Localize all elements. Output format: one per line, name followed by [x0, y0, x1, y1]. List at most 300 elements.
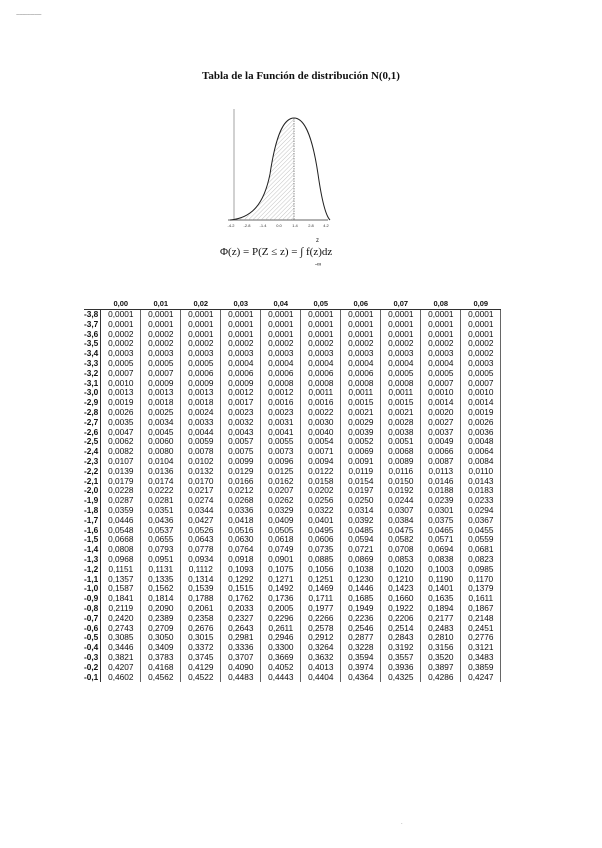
table-cell: 0,0129	[221, 467, 261, 477]
table-cell: 0,0031	[261, 418, 301, 428]
table-cell: 0,0516	[221, 526, 261, 536]
table-cell: 0,0301	[421, 506, 461, 516]
table-cell: 0,2810	[421, 633, 461, 643]
table-cell: 0,2236	[341, 614, 381, 624]
table-cell: 0,0392	[341, 516, 381, 526]
table-cell: 0,0028	[381, 418, 421, 428]
row-z-label: -3,7	[84, 320, 101, 330]
table-cell: 0,0475	[381, 526, 421, 536]
column-header: 0,04	[261, 298, 301, 310]
table-cell: 0,0132	[181, 467, 221, 477]
table-cell: 0,2005	[261, 604, 301, 614]
row-z-label: -0,7	[84, 614, 101, 624]
table-cell: 0,0009	[141, 379, 181, 389]
table-cell: 0,2296	[261, 614, 301, 624]
table-cell: 0,0021	[341, 408, 381, 418]
table-cell: 0,0401	[301, 516, 341, 526]
table-cell: 0,0869	[341, 555, 381, 565]
table-cell: 0,0003	[141, 349, 181, 359]
table-cell: 0,0001	[301, 310, 341, 320]
table-cell: 0,0838	[421, 555, 461, 565]
table-cell: 0,0003	[421, 349, 461, 359]
table-cell: 0,0001	[181, 330, 221, 340]
table-cell: 0,0001	[461, 310, 501, 320]
table-cell: 0,4522	[181, 672, 221, 682]
table-cell: 0,0001	[381, 320, 421, 330]
table-cell: 0,0064	[461, 447, 501, 457]
table-cell: 0,0073	[261, 447, 301, 457]
table-cell: 0,0003	[461, 359, 501, 369]
table-cell: 0,0019	[461, 408, 501, 418]
table-cell: 0,3594	[341, 653, 381, 663]
table-cell: 0,0027	[421, 418, 461, 428]
table-cell: 0,1314	[181, 575, 221, 585]
table-cell: 0,0104	[141, 457, 181, 467]
row-z-label: -3,6	[84, 330, 101, 340]
table-cell: 0,0008	[341, 379, 381, 389]
table-cell: 0,0002	[101, 330, 141, 340]
table-cell: 0,2981	[221, 633, 261, 643]
cdf-formula	[220, 240, 380, 274]
column-header: 0,06	[341, 298, 381, 310]
table-cell: 0,0089	[381, 457, 421, 467]
table-cell: 0,0681	[461, 545, 501, 555]
table-cell: 0,0026	[101, 408, 141, 418]
row-z-label: -3,0	[84, 388, 101, 398]
table-cell: 0,0409	[261, 516, 301, 526]
table-cell: 0,1038	[341, 565, 381, 575]
table-cell: 0,1357	[101, 575, 141, 585]
table-cell: 0,0043	[221, 428, 261, 438]
table-cell: 0,4562	[141, 672, 181, 682]
table-cell: 0,0102	[181, 457, 221, 467]
table-cell: 0,0885	[301, 555, 341, 565]
table-cell: 0,2266	[301, 614, 341, 624]
row-z-label: -1,5	[84, 535, 101, 545]
table-cell: 0,4602	[101, 672, 141, 682]
table-cell: 0,0001	[301, 320, 341, 330]
table-cell: 0,0002	[341, 339, 381, 349]
table-cell: 0,2843	[381, 633, 421, 643]
table-cell: 0,3192	[381, 643, 421, 653]
table-cell: 0,0001	[341, 320, 381, 330]
table-cell: 0,3483	[461, 653, 501, 663]
table-cell: 0,0336	[221, 506, 261, 516]
table-cell: 0,0559	[461, 535, 501, 545]
table-cell: 0,0094	[301, 457, 341, 467]
table-cell: 0,4013	[301, 663, 341, 673]
table-cell: 0,0010	[421, 388, 461, 398]
table-cell: 0,0107	[101, 457, 141, 467]
table-cell: 0,0013	[101, 388, 141, 398]
row-z-label: -1,7	[84, 516, 101, 526]
row-z-label: -0,1	[84, 672, 101, 682]
table-cell: 0,0003	[221, 349, 261, 359]
tick-label: -4.2	[227, 223, 235, 228]
table-cell: 0,1922	[381, 604, 421, 614]
table-cell: 0,4052	[261, 663, 301, 673]
table-cell: 0,0018	[141, 398, 181, 408]
table-cell: 0,0139	[101, 467, 141, 477]
table-cell: 0,0294	[461, 506, 501, 516]
table-cell: 0,1056	[301, 565, 341, 575]
table-cell: 0,1515	[221, 584, 261, 594]
table-cell: 0,0057	[221, 437, 261, 447]
row-z-label: -0,8	[84, 604, 101, 614]
table-cell: 0,0014	[421, 398, 461, 408]
table-cell: 0,2389	[141, 614, 181, 624]
table-cell: 0,0505	[261, 526, 301, 536]
table-cell: 0,0049	[421, 437, 461, 447]
table-cell: 0,3085	[101, 633, 141, 643]
table-cell: 0,1112	[181, 565, 221, 575]
table-cell: 0,0003	[381, 349, 421, 359]
table-cell: 0,0026	[461, 418, 501, 428]
table-cell: 0,0005	[141, 359, 181, 369]
table-cell: 0,0068	[381, 447, 421, 457]
table-cell: 0,3557	[381, 653, 421, 663]
table-cell: 0,0359	[101, 506, 141, 516]
table-cell: 0,3859	[461, 663, 501, 673]
table-cell: 0,3897	[421, 663, 461, 673]
table-cell: 0,0015	[341, 398, 381, 408]
table-cell: 0,1611	[461, 594, 501, 604]
table-cell: 0,0059	[181, 437, 221, 447]
table-cell: 0,1469	[301, 584, 341, 594]
table-cell: 0,0045	[141, 428, 181, 438]
table-cell: 0,0001	[461, 320, 501, 330]
table-cell: 0,0001	[421, 320, 461, 330]
table-cell: 0,0495	[301, 526, 341, 536]
row-z-label: -0,5	[84, 633, 101, 643]
table-cell: 0,0096	[261, 457, 301, 467]
table-cell: 0,0618	[261, 535, 301, 545]
table-cell: 0,0007	[421, 379, 461, 389]
table-cell: 0,0005	[101, 359, 141, 369]
table-cell: 0,0694	[421, 545, 461, 555]
table-cell: 0,0001	[101, 320, 141, 330]
table-cell: 0,1401	[421, 584, 461, 594]
table-cell: 0,0008	[261, 379, 301, 389]
table-cell: 0,0548	[101, 526, 141, 536]
row-z-label: -2,6	[84, 428, 101, 438]
table-cell: 0,1736	[261, 594, 301, 604]
table-cell: 0,3409	[141, 643, 181, 653]
table-cell: 0,0455	[461, 526, 501, 536]
table-cell: 0,0465	[421, 526, 461, 536]
table-cell: 0,2177	[421, 614, 461, 624]
table-cell: 0,0222	[141, 486, 181, 496]
table-cell: 0,0344	[181, 506, 221, 516]
row-z-label: -1,6	[84, 526, 101, 536]
table-cell: 0,0044	[181, 428, 221, 438]
table-cell: 0,3745	[181, 653, 221, 663]
table-cell: 0,0080	[141, 447, 181, 457]
row-z-label: -2,7	[84, 418, 101, 428]
table-cell: 0,0041	[261, 428, 301, 438]
table-cell: 0,0016	[261, 398, 301, 408]
table-cell: 0,0001	[341, 310, 381, 320]
table-cell: 0,2119	[101, 604, 141, 614]
table-cell: 0,0029	[341, 418, 381, 428]
table-cell: 0,1492	[261, 584, 301, 594]
integral-upper-limit: z	[316, 238, 319, 244]
table-cell: 0,2877	[341, 633, 381, 643]
table-cell: 0,1210	[381, 575, 421, 585]
row-z-label: -2,0	[84, 486, 101, 496]
integral-lower-limit: -∞	[315, 262, 322, 268]
table-cell: 0,3300	[261, 643, 301, 653]
table-cell: 0,0162	[261, 477, 301, 487]
table-cell: 0,0032	[221, 418, 261, 428]
table-cell: 0,0113	[421, 467, 461, 477]
table-cell: 0,0174	[141, 477, 181, 487]
table-cell: 0,0082	[101, 447, 141, 457]
table-cell: 0,0125	[261, 467, 301, 477]
table-cell: 0,0001	[421, 330, 461, 340]
table-cell: 0,0329	[261, 506, 301, 516]
table-cell: 0,0038	[381, 428, 421, 438]
table-cell: 0,0778	[181, 545, 221, 555]
table-cell: 0,0078	[181, 447, 221, 457]
tick-label: 2.8	[308, 223, 314, 228]
table-cell: 0,3121	[461, 643, 501, 653]
table-cell: 0,0030	[301, 418, 341, 428]
table-cell: 0,2912	[301, 633, 341, 643]
table-cell: 0,1131	[141, 565, 181, 575]
table-cell: 0,4483	[221, 672, 261, 682]
table-cell: 0,0526	[181, 526, 221, 536]
table-cell: 0,0934	[181, 555, 221, 565]
table-cell: 0,0009	[221, 379, 261, 389]
table-cell: 0,0023	[221, 408, 261, 418]
table-cell: 0,0179	[101, 477, 141, 487]
table-cell: 0,0630	[221, 535, 261, 545]
table-cell: 0,0427	[181, 516, 221, 526]
table-cell: 0,0001	[221, 320, 261, 330]
table-cell: 0,0655	[141, 535, 181, 545]
table-cell: 0,0537	[141, 526, 181, 536]
table-cell: 0,0668	[101, 535, 141, 545]
table-cell: 0,0170	[181, 477, 221, 487]
table-cell: 0,1075	[261, 565, 301, 575]
tick-label: -2.8	[243, 223, 251, 228]
table-cell: 0,0375	[421, 516, 461, 526]
table-cell: 0,0001	[301, 330, 341, 340]
table-header-row	[84, 298, 501, 310]
table-cell: 0,0228	[101, 486, 141, 496]
table-cell: 0,3264	[301, 643, 341, 653]
table-cell: 0,0183	[461, 486, 501, 496]
table-cell: 0,0002	[101, 339, 141, 349]
table-cell: 0,0002	[461, 349, 501, 359]
table-cell: 0,0019	[101, 398, 141, 408]
table-cell: 0,0001	[461, 330, 501, 340]
table-cell: 0,0005	[381, 369, 421, 379]
table-cell: 0,0052	[341, 437, 381, 447]
table-cell: 0,0015	[381, 398, 421, 408]
table-cell: 0,0005	[421, 369, 461, 379]
table-cell: 0,2451	[461, 624, 501, 634]
table-cell: 0,0069	[341, 447, 381, 457]
table-cell: 0,0003	[301, 349, 341, 359]
table-cell: 0,1020	[381, 565, 421, 575]
table-cell: 0,1446	[341, 584, 381, 594]
table-cell: 0,0048	[461, 437, 501, 447]
table-cell: 0,0485	[341, 526, 381, 536]
table-cell: 0,3783	[141, 653, 181, 663]
table-cell: 0,1894	[421, 604, 461, 614]
table-cell: 0,3632	[301, 653, 341, 663]
table-cell: 0,3050	[141, 633, 181, 643]
table-cell: 0,0010	[461, 388, 501, 398]
table-cell: 0,0004	[341, 359, 381, 369]
table-cell: 0,3669	[261, 653, 301, 663]
table-cell: 0,4404	[301, 672, 341, 682]
table-cell: 0,0066	[421, 447, 461, 457]
curve-shaded-area	[234, 118, 294, 220]
table-cell: 0,0951	[141, 555, 181, 565]
row-z-label: -0,6	[84, 624, 101, 634]
table-cell: 0,0016	[301, 398, 341, 408]
table-cell: 0,0054	[301, 437, 341, 447]
table-cell: 0,2483	[421, 624, 461, 634]
table-cell: 0,0250	[341, 496, 381, 506]
table-cell: 0,0036	[461, 428, 501, 438]
table-cell: 0,0025	[141, 408, 181, 418]
table-cell: 0,0001	[181, 310, 221, 320]
table-cell: 0,0367	[461, 516, 501, 526]
table-cell: 0,0071	[301, 447, 341, 457]
table-cell: 0,0643	[181, 535, 221, 545]
table-cell: 0,0001	[381, 310, 421, 320]
table-cell: 0,0307	[381, 506, 421, 516]
z-table	[84, 298, 501, 682]
normal-curve-figure	[224, 104, 332, 230]
table-cell: 0,2033	[221, 604, 261, 614]
table-cell: 0,0040	[301, 428, 341, 438]
table-cell: 0,0001	[421, 310, 461, 320]
table-cell: 0,0985	[461, 565, 501, 575]
table-cell: 0,0384	[381, 516, 421, 526]
table-cell: 0,0002	[261, 339, 301, 349]
column-header: 0,05	[301, 298, 341, 310]
table-cell: 0,0110	[461, 467, 501, 477]
table-cell: 0,0003	[101, 349, 141, 359]
table-cell: 0,4129	[181, 663, 221, 673]
table-cell: 0,0084	[461, 457, 501, 467]
table-cell: 0,0001	[381, 330, 421, 340]
table-cell: 0,0594	[341, 535, 381, 545]
table-cell: 0,0001	[101, 310, 141, 320]
table-cell: 0,1814	[141, 594, 181, 604]
table-cell: 0,0014	[461, 398, 501, 408]
table-cell: 0,0154	[341, 477, 381, 487]
table-cell: 0,0003	[261, 349, 301, 359]
table-cell: 0,0051	[381, 437, 421, 447]
table-cell: 0,1977	[301, 604, 341, 614]
column-header: 0,02	[181, 298, 221, 310]
row-z-label: -2,4	[84, 447, 101, 457]
table-cell: 0,1271	[261, 575, 301, 585]
table-cell: 0,3336	[221, 643, 261, 653]
table-cell: 0,0021	[381, 408, 421, 418]
table-cell: 0,0007	[101, 369, 141, 379]
row-z-label: -1,3	[84, 555, 101, 565]
table-cell: 0,0075	[221, 447, 261, 457]
table-cell: 0,3446	[101, 643, 141, 653]
table-cell: 0,4286	[421, 672, 461, 682]
table-cell: 0,0001	[181, 320, 221, 330]
table-cell: 0,0012	[221, 388, 261, 398]
table-cell: 0,0351	[141, 506, 181, 516]
table-cell: 0,2090	[141, 604, 181, 614]
table-cell: 0,0011	[341, 388, 381, 398]
table-cell: 0,0735	[301, 545, 341, 555]
table-cell: 0,0006	[341, 369, 381, 379]
row-z-label: -3,2	[84, 369, 101, 379]
table-cell: 0,2358	[181, 614, 221, 624]
table-cell: 0,2206	[381, 614, 421, 624]
table-cell: 0,0013	[141, 388, 181, 398]
table-cell: 0,4168	[141, 663, 181, 673]
table-cell: 0,1423	[381, 584, 421, 594]
table-cell: 0,3974	[341, 663, 381, 673]
table-cell: 0,0436	[141, 516, 181, 526]
table-cell: 0,0003	[181, 349, 221, 359]
table-cell: 0,0188	[421, 486, 461, 496]
table-cell: 0,0239	[421, 496, 461, 506]
table-cell: 0,0099	[221, 457, 261, 467]
row-z-label: -3,1	[84, 379, 101, 389]
table-cell: 0,0721	[341, 545, 381, 555]
table-cell: 0,0122	[301, 467, 341, 477]
table-cell: 0,1093	[221, 565, 261, 575]
table-cell: 0,4247	[461, 672, 501, 682]
table-cell: 0,0002	[221, 339, 261, 349]
row-z-label: -3,4	[84, 349, 101, 359]
table-cell: 0,0037	[421, 428, 461, 438]
column-header: 0,09	[461, 298, 501, 310]
table-cell: 0,0001	[141, 320, 181, 330]
table-cell: 0,1151	[101, 565, 141, 575]
table-cell: 0,0091	[341, 457, 381, 467]
table-cell: 0,2611	[261, 624, 301, 634]
tick-label: 0.0	[276, 223, 282, 228]
table-cell: 0,0035	[101, 418, 141, 428]
table-cell: 0,1190	[421, 575, 461, 585]
table-cell: 0,0013	[181, 388, 221, 398]
table-cell: 0,0003	[341, 349, 381, 359]
row-z-label: -3,5	[84, 339, 101, 349]
table-cell: 0,0033	[181, 418, 221, 428]
table-cell: 0,1762	[221, 594, 261, 604]
row-z-label: -0,4	[84, 643, 101, 653]
table-cell: 0,0918	[221, 555, 261, 565]
row-z-label: -2,9	[84, 398, 101, 408]
row-z-label: -1,1	[84, 575, 101, 585]
page-mark: .	[401, 820, 403, 826]
table-cell: 0,0808	[101, 545, 141, 555]
table-cell: 0,0136	[141, 467, 181, 477]
table-cell: 0,0018	[181, 398, 221, 408]
tick-label: -1.4	[259, 223, 267, 228]
table-cell: 0,0001	[221, 310, 261, 320]
table-cell: 0,0002	[141, 339, 181, 349]
table-cell: 0,2709	[141, 624, 181, 634]
table-cell: 0,0002	[181, 339, 221, 349]
table-cell: 0,0708	[381, 545, 421, 555]
